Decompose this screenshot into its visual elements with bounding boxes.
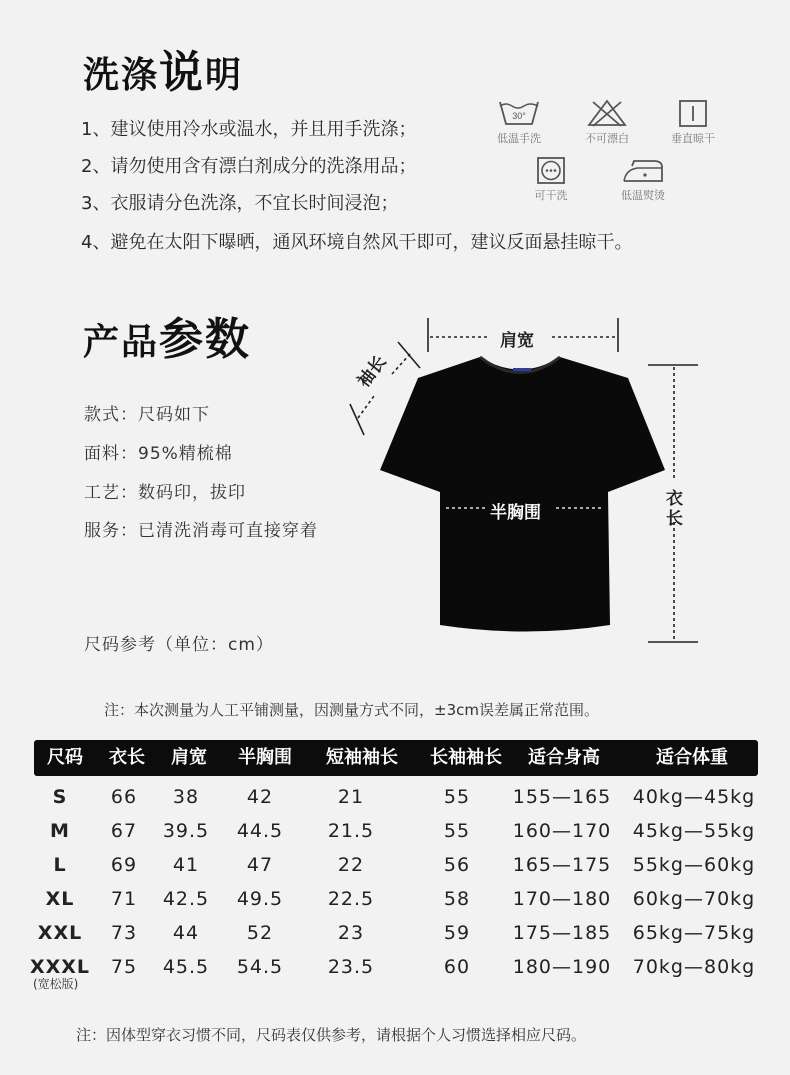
washing-title [83,36,243,100]
label-length-1: 衣 [666,489,683,509]
washing-title-part3: 明 [205,54,244,96]
table-cell: 65kg—75kg [632,922,756,944]
table-cell: 71 [110,888,138,910]
table-cell: 22.5 [327,888,375,910]
table-cell: 170—180 [512,888,612,910]
table-cell: 21 [337,786,365,808]
table-cell-size: XXL [37,922,83,944]
table-cell-size: XL [45,888,75,910]
table-cell: 41 [172,854,200,876]
header-length: 衣长 [109,747,145,768]
care-dry-clean [506,155,596,203]
table-cell: 55 [443,820,471,842]
table-cell: 73 [110,922,138,944]
table-cell: 75 [110,956,138,978]
table-cell: 22 [337,854,365,876]
table-cell: 60 [443,956,471,978]
wash-instruction-3: 3、衣服请分色洗涤，不宜长时间浸泡； [81,193,399,214]
wash-instruction-4: 4、避免在太阳下曝晒，通风环境自然风干即可，建议反面悬挂晾干。 [81,232,633,253]
label-shoulder-width: 肩宽 [500,331,534,351]
product-title-part1: 产品 [83,321,160,363]
tshirt-shape [380,357,665,632]
table-cell: 45kg—55kg [632,820,756,842]
table-cell: 49.5 [236,888,284,910]
param-craft: 工艺：数码印，拔印 [84,483,246,503]
hang-dry-icon [671,98,715,128]
dry-clean-icon [529,155,573,185]
header-short-sleeve: 短袖袖长 [326,747,398,768]
table-cell: 58 [443,888,471,910]
table-cell: 21.5 [327,820,375,842]
care-no-bleach [562,98,652,146]
table-cell: 44 [172,922,200,944]
no-bleach-icon [585,98,629,128]
care-dry-clean-label: 可干洗 [534,189,568,202]
wash-instruction-2: 2、请勿使用含有漂白剂成分的洗涤用品； [81,156,417,177]
table-cell: 69 [110,854,138,876]
care-hand-wash [474,98,564,146]
table-cell: 54.5 [236,956,284,978]
table-cell: 39.5 [162,820,210,842]
table-cell: 23 [337,922,365,944]
size-disclaimer: 注：因体型穿衣习惯不同，尺码表仅供参考，请根据个人习惯选择相应尺码。 [76,1026,587,1044]
care-hand-wash-label: 低温手洗 [497,132,541,145]
brand-label-icon [513,368,531,371]
table-cell: 70kg—80kg [632,956,756,978]
table-cell: 47 [246,854,274,876]
table-cell: 67 [110,820,138,842]
size-table-header [34,740,758,776]
table-cell: 45.5 [162,956,210,978]
table-cell: 42.5 [162,888,210,910]
washing-title-part1: 洗涤 [83,54,160,96]
washing-title-part2: 说 [159,47,206,98]
table-cell-size: S [52,786,68,808]
care-iron-low-label: 低温熨烫 [621,189,665,202]
table-cell-size: L [53,854,67,876]
table-cell: 66 [110,786,138,808]
header-shoulder: 肩宽 [171,747,207,768]
header-size: 尺码 [47,747,83,768]
table-cell: 160—170 [512,820,612,842]
label-half-chest: 半胸围 [490,503,541,523]
table-cell: 55kg—60kg [632,854,756,876]
product-title-part2: 参数 [159,314,252,365]
header-long-sleeve: 长袖袖长 [430,747,502,768]
table-cell: 40kg—45kg [632,786,756,808]
table-cell: 52 [246,922,274,944]
header-weight: 适合体重 [656,747,728,768]
care-iron-low [598,155,688,203]
table-cell: 55 [443,786,471,808]
table-cell: 44.5 [236,820,284,842]
table-cell: 165—175 [512,854,612,876]
table-cell: 175—185 [512,922,612,944]
header-height: 适合身高 [528,747,600,768]
iron-low-icon [618,155,668,185]
table-cell: 42 [246,786,274,808]
measurement-note: 注：本次测量为人工平铺测量，因测量方式不同，±3cm误差属正常范围。 [104,701,599,719]
table-cell: 59 [443,922,471,944]
wash-instruction-1: 1、建议使用冷水或温水，并且用手洗涤； [81,119,417,140]
xxxl-loose-note: (宽松版) [33,977,79,991]
table-cell: 180—190 [512,956,612,978]
table-cell: 56 [443,854,471,876]
table-cell: 155—165 [512,786,612,808]
label-length-2: 长 [666,509,683,529]
hand-wash-icon [497,98,541,128]
care-hang-dry-label: 垂直晾干 [671,132,715,145]
param-style: 款式：尺码如下 [84,405,210,425]
header-half-chest: 半胸围 [238,747,292,768]
table-cell-size: M [50,820,70,842]
table-cell-size: XXXL [29,956,91,978]
care-no-bleach-label: 不可漂白 [585,132,629,145]
label-sleeve-length: 袖长 [353,352,391,392]
table-cell: 23.5 [327,956,375,978]
product-title [83,303,251,367]
care-hang-dry [648,98,738,146]
table-cell: 60kg—70kg [632,888,756,910]
param-fabric: 面料：95%精梳棉 [84,444,233,464]
size-reference: 尺码参考（单位：cm） [84,635,274,655]
param-service: 服务：已清洗消毒可直接穿着 [84,521,318,541]
care-temp-text: 30° [512,111,526,121]
table-cell: 38 [172,786,200,808]
